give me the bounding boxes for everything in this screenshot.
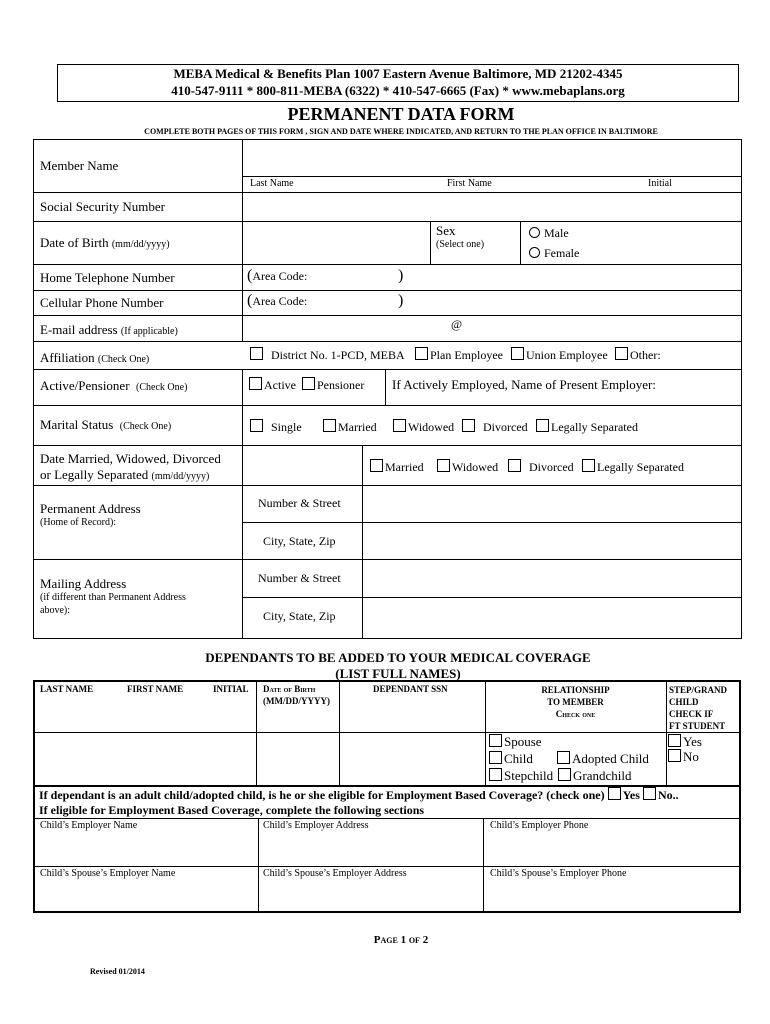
perm-city-input[interactable] [364,524,740,558]
home-phone-input[interactable]: (Area Code: [247,267,308,284]
home-phone-paren: ) [398,267,404,284]
checkbox-icon [415,347,428,360]
checkbox-icon [608,787,621,800]
checkbox-icon [302,377,315,390]
mail-street-input[interactable] [364,561,740,596]
affiliation-label: Affiliation (Check One) [40,350,150,365]
checkbox-icon [615,347,628,360]
pensioner-checkbox[interactable]: Pensioner [302,377,364,393]
mailing-address-label: Mailing Address [40,576,127,591]
child-employer-phone-input[interactable] [485,833,739,865]
col-relationship: RELATIONSHIP TO MEMBER Check one [541,685,610,719]
ssn-label: Social Security Number [40,199,165,214]
marital-widowed-checkbox[interactable]: Widowed [393,419,454,435]
rel-child-checkbox[interactable]: Child [489,751,533,767]
spouse-employer-name-input[interactable] [35,881,257,911]
checkbox-icon [370,459,383,472]
checkbox-icon [668,734,681,747]
affiliation-union-employee-checkbox[interactable]: Union Employee [511,347,608,363]
present-employer-label: If Actively Employed, Name of Present Employer: [392,377,656,392]
home-phone-label: Home Telephone Number [40,270,175,285]
col-first-name: FIRST NAME [127,684,184,694]
perm-city-label: City, State, Zip [263,534,336,548]
radio-icon [529,247,540,258]
mailing-address-hint-2: above): [40,605,70,616]
rel-grandchild-checkbox[interactable]: Grandchild [558,768,631,784]
marital-separated-checkbox[interactable]: Legally Separated [536,419,638,435]
checkbox-icon [489,751,502,764]
marital-single-checkbox[interactable]: Single [250,419,302,435]
checkbox-icon [437,459,450,472]
event-widowed-checkbox[interactable]: Widowed [437,459,498,475]
col-ssn: DEPENDANT SSN [373,684,448,694]
active-checkbox[interactable]: Active [249,377,296,393]
checkbox-icon [250,419,263,432]
event-divorced-checkbox[interactable]: Divorced [508,459,574,475]
spouse-employer-address-label: Child’s Spouse’s Employer Address [263,868,407,879]
permanent-address-label: Permanent Address [40,501,141,516]
perm-street-label: Number & Street [258,496,341,510]
child-employer-name-label: Child’s Employer Name [40,820,138,831]
checkbox-icon [643,787,656,800]
first-name-caption: First Name [447,178,492,189]
page-title: PERMANENT DATA FORM [287,104,515,124]
sex-label: Sex [436,223,456,238]
mail-city-label: City, State, Zip [263,609,336,623]
checkbox-icon [557,751,570,764]
page-number: Page 1 of 2 [373,934,429,946]
checkbox-icon [462,419,475,432]
affiliation-other-checkbox[interactable]: Other: [615,347,661,363]
eligibility-question: If dependant is an adult child/adopted child, is he or she eligible for Employment Based Coverage? (check one) Yes No.. [39,788,679,802]
checkbox-icon [508,459,521,472]
revised-date: Revised 01/2014 [90,967,145,976]
col-initial: INITIAL [213,684,249,694]
checkbox-icon [393,419,406,432]
date-married-label-2: or Legally Separated (mm/dd/yyyy) [40,467,210,482]
checkbox-icon [489,734,502,747]
header-contact-line: 410-547-9111 * 800-811-MEBA (6322) * 410-547-6665 (Fax) * www.mebaplans.org [171,83,625,98]
checkbox-icon [250,347,263,360]
date-married-label: Date Married, Widowed, Divorced [40,451,221,466]
member-name-input[interactable] [244,140,740,175]
perm-street-input[interactable] [364,487,740,521]
checkbox-icon [536,419,549,432]
dob-label: Date of Birth (mm/dd/yyyy) [40,235,170,250]
header-address-line: MEBA Medical & Benefits Plan 1007 Eastern Avenue Baltimore, MD 21202-4345 [173,66,623,81]
col-dob-format: (MM/DD/YYYY) [263,696,330,706]
child-employer-name-input[interactable] [35,833,257,865]
col-dob: Date of Birth [263,684,316,694]
date-married-input[interactable] [244,447,360,483]
eligible-note: If eligible for Employment Based Coverage, complete the following sections [39,803,425,817]
dependant-name-input[interactable] [35,734,255,784]
spouse-employer-name-label: Child’s Spouse’s Employer Name [40,868,176,879]
checkbox-icon [489,768,502,781]
mail-city-input[interactable] [364,599,740,638]
permanent-address-hint: (Home of Record): [40,517,117,528]
radio-icon [529,227,540,238]
checkbox-icon [558,768,571,781]
email-label: E-mail address (If applicable) [40,322,178,337]
member-name-label: Member Name [40,158,119,173]
eligible-no-checkbox[interactable]: No.. [643,788,679,802]
dependants-subtitle: (LIST FULL NAMES) [335,666,461,681]
spouse-employer-phone-label: Child’s Spouse’s Employer Phone [490,868,627,879]
active-pensioner-label: Active/Pensioner (Check One) [40,378,188,393]
checkbox-icon [511,347,524,360]
ssn-input[interactable] [244,194,740,220]
col-last-name: LAST NAME [40,684,94,694]
dependant-ssn-input[interactable] [341,734,484,784]
email-input[interactable]: @ [451,317,463,331]
mailing-address-hint: (if different than Permanent Address [40,592,186,603]
cell-phone-paren: ) [398,292,404,309]
marital-divorced-checkbox[interactable]: Divorced [462,419,528,435]
dob-input[interactable] [244,223,428,263]
student-yes-checkbox[interactable]: Yes [668,734,702,750]
spouse-employer-phone-input[interactable] [485,881,739,911]
checkbox-icon [323,419,336,432]
initial-caption: Initial [648,178,672,189]
affiliation-district-checkbox[interactable]: District No. 1-PCD, MEBA [250,347,405,363]
cell-phone-label: Cellular Phone Number [40,295,164,310]
child-employer-address-label: Child’s Employer Address [263,820,369,831]
checkbox-icon [668,749,681,762]
rel-spouse-checkbox[interactable]: Spouse [489,734,542,750]
eligible-yes-checkbox[interactable]: Yes [608,788,640,802]
last-name-caption: Last Name [250,178,294,189]
checkbox-icon [249,377,262,390]
rel-adopted-checkbox[interactable]: Adopted Child [557,751,649,767]
marital-married-checkbox[interactable]: Married [323,419,377,435]
affiliation-plan-employee-checkbox[interactable]: Plan Employee [415,347,503,363]
form-instruction: COMPLETE BOTH PAGES OF THIS FORM , SIGN AND DATE WHERE INDICATED, AND RETURN TO THE PLAN OFFICE IN BALTIMORE [144,127,658,136]
spouse-employer-address-input[interactable] [260,881,482,911]
event-separated-checkbox[interactable]: Legally Separated [582,459,684,475]
sex-female-radio[interactable]: Female [529,246,579,261]
dependant-dob-input[interactable] [258,734,338,784]
child-employer-phone-label: Child’s Employer Phone [490,820,589,831]
mail-street-label: Number & Street [258,571,341,585]
sex-male-radio[interactable]: Male [529,226,569,241]
present-employer-input[interactable] [390,392,740,404]
sex-hint: (Select one) [436,239,485,250]
marital-status-label: Marital Status (Check One) [40,417,172,432]
checkbox-icon [582,459,595,472]
event-married-checkbox[interactable]: Married [370,459,424,475]
dependants-title: DEPENDANTS TO BE ADDED TO YOUR MEDICAL COVERAGE [205,650,591,665]
cell-phone-input[interactable]: (Area Code: [247,292,308,309]
col-step-grand: STEP/GRAND CHILD CHECK IF FT STUDENT [669,685,728,731]
student-no-checkbox[interactable]: No [668,749,699,765]
child-employer-address-input[interactable] [260,833,482,865]
rel-stepchild-checkbox[interactable]: Stepchild [489,768,553,784]
